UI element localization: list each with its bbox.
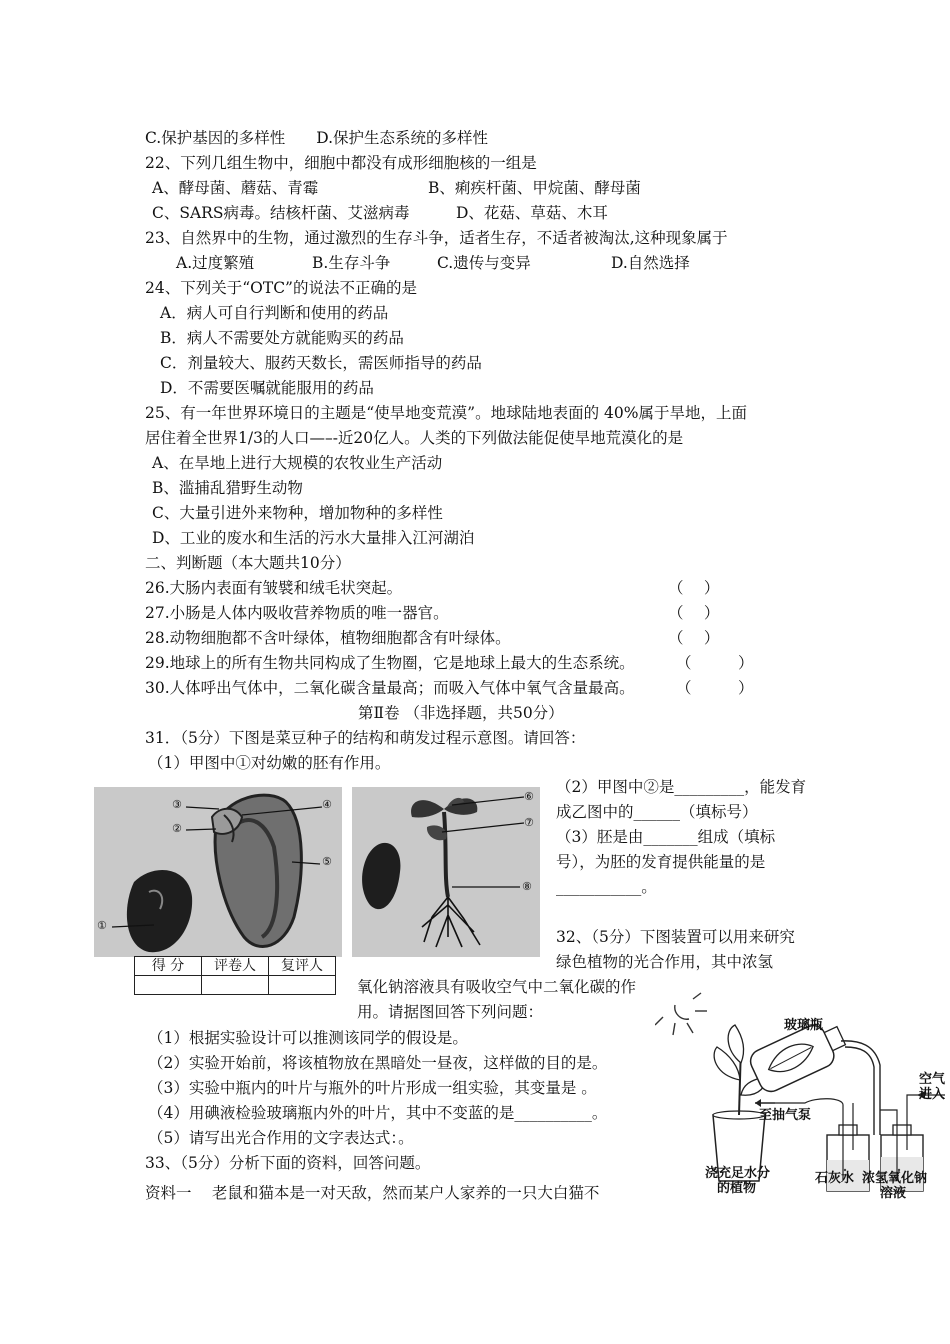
answer-paren-30: （ ） xyxy=(676,679,754,697)
seedling-label-6: ⑥ xyxy=(524,790,534,803)
question-31-3: （3）胚是由_______组成（填标号），为胚的发育提供能量的是___________。 xyxy=(556,828,776,896)
label-watered-plant-1: 浇充足水分 xyxy=(705,1166,771,1181)
seed-label-5: ⑤ xyxy=(322,855,332,868)
part-2-heading: 第Ⅱ卷 （非选择题，共50分） xyxy=(358,704,564,722)
question-29: 29.地球上的所有生物共同构成了生物圈，它是地球上最大的生态系统。 xyxy=(145,654,635,672)
question-33: 33、（5分）分析下面的资料，回答问题。 xyxy=(145,1154,431,1172)
seedling-label-7: ⑦ xyxy=(524,816,534,829)
seed-label-4: ④ xyxy=(322,798,332,811)
option-25d: D、工业的废水和生活的污水大量排入江河湖泊 xyxy=(152,529,475,547)
sun-icon xyxy=(655,993,707,1035)
reviewer-cell[interactable] xyxy=(269,976,336,995)
seedling-figure xyxy=(352,787,540,957)
label-air: 空气 xyxy=(919,1072,946,1087)
question-32-1: （1）根据实验设计可以推测该同学的假设是。 xyxy=(148,1029,468,1047)
answer-paren-29: （ ） xyxy=(676,654,754,672)
label-watered-plant-2: 的植物 xyxy=(717,1181,757,1196)
option-23a: A.过度繁殖 xyxy=(176,254,255,272)
question-26: 26.大肠内表面有皱襞和绒毛状突起。 xyxy=(145,579,403,597)
section-2-heading: 二、判断题（本大题共10分） xyxy=(145,554,351,572)
label-naoh-2: 溶液 xyxy=(880,1186,907,1201)
seed-label-1: ① xyxy=(97,919,107,932)
answer-paren-27: （ ） xyxy=(668,604,720,622)
photosynthesis-apparatus-figure xyxy=(655,985,950,1200)
score-table xyxy=(134,956,336,995)
option-25a: A、在旱地上进行大规模的农牧业生产活动 xyxy=(152,454,443,472)
option-22d: D、花菇、草菇、木耳 xyxy=(456,204,608,222)
score-header-reviewer: 复评人 xyxy=(269,957,336,976)
question-28: 28.动物细胞都不含叶绿体，植物细胞都含有叶绿体。 xyxy=(145,629,511,647)
label-naoh-1: 浓氢氧化钠 xyxy=(862,1171,928,1186)
question-25-line1: 25、有一年世界环境日的主题是“使旱地变荒漠”。地球陆地表面的 40%属于旱地，上面 xyxy=(145,404,747,422)
question-32-4: （4）用碘液检验玻璃瓶内外的叶片，其中不变蓝的是__________。 xyxy=(148,1104,608,1122)
option-24d: D．不需要医嘱就能服用的药品 xyxy=(160,379,374,397)
option-23d: D.自然选择 xyxy=(611,254,690,272)
answer-paren-26: （ ） xyxy=(668,579,720,597)
option-25b: B、滥捕乱猎野生动物 xyxy=(152,479,303,497)
question-32: 32、（5分）下图装置可以用来研究绿色植物的光合作用，其中浓氢 xyxy=(556,928,795,971)
option-line: C.保护基因的多样性 D.保护生态系统的多样性 xyxy=(145,129,489,147)
seedling-label-8: ⑧ xyxy=(522,880,532,893)
question-25-line2: 居住着全世界1/3的人口—–-近20亿人。人类的下列做法能促使旱地荒漠化的是 xyxy=(145,429,684,447)
question-23: 23、自然界中的生物，通过激烈的生存斗争，适者生存，不适者被淘汰,这种现象属于 xyxy=(145,229,728,247)
answer-paren-28: （ ） xyxy=(668,629,720,647)
score-header-score: 得 分 xyxy=(135,957,202,976)
option-22a: A、酵母菌、蘑菇、青霉 xyxy=(152,179,319,197)
question-30: 30.人体呼出气体中，二氧化碳含量最高；而吸入气体中氧气含量最高。 xyxy=(145,679,635,697)
label-lime-water: 石灰水 xyxy=(815,1171,855,1186)
option-22c: C、SARS病毒。结核杆菌、艾滋病毒 xyxy=(152,204,410,222)
question-22: 22、下列几组生物中，细胞中都没有成形细胞核的一组是 xyxy=(145,154,537,172)
question-31-1: （1）甲图中①对幼嫩的胚有作用。 xyxy=(148,754,391,772)
question-32-2: （2）实验开始前，将该植物放在黑暗处一昼夜，这样做的目的是。 xyxy=(148,1054,608,1072)
option-24b: B．病人不需要处方就能购买的药品 xyxy=(160,329,404,347)
option-25c: C、大量引进外来物种，增加物种的多样性 xyxy=(152,504,443,522)
question-32-continued: 氧化钠溶液具有吸收空气中二氧化碳的作用。请据图回答下列问题： xyxy=(357,978,637,1021)
grader-cell[interactable] xyxy=(202,976,269,995)
option-24a: A．病人可自行判断和使用的药品 xyxy=(160,304,389,322)
option-23b: B.生存斗争 xyxy=(312,254,391,272)
seed-structure-figure xyxy=(94,787,342,957)
question-31-2: （2）甲图中②是_________，能发育成乙图中的______（填标号） xyxy=(556,778,807,821)
seedling-drawing xyxy=(352,787,540,957)
question-31: 31．（5分）下图是菜豆种子的结构和萌发过程示意图。请回答： xyxy=(145,729,586,747)
option-23c: C.遗传与变异 xyxy=(437,254,531,272)
seed-structure-drawing xyxy=(94,787,342,957)
question-32-3: （3）实验中瓶内的叶片与瓶外的叶片形成一组实验，其变量是 。 xyxy=(148,1079,597,1097)
material-1: 资料一 老鼠和猫本是一对天敌，然而某户人家养的一只大白猫不 xyxy=(145,1184,600,1202)
question-27: 27.小肠是人体内吸收营养物质的唯一器官。 xyxy=(145,604,449,622)
seed-label-2: ② xyxy=(172,822,182,835)
question-32-5: （5）请写出光合作用的文字表达式：。 xyxy=(148,1129,414,1147)
score-header-grader: 评卷人 xyxy=(202,957,269,976)
question-24: 24、下列关于“OTC”的说法不正确的是 xyxy=(145,279,417,297)
label-air-in: 进入 xyxy=(919,1087,946,1102)
seed-label-3: ③ xyxy=(172,798,182,811)
score-cell[interactable] xyxy=(135,976,202,995)
label-to-pump: 至抽气泵 xyxy=(759,1108,812,1123)
label-glass-bottle: 玻璃瓶 xyxy=(784,1018,824,1033)
option-24c: C．剂量较大、服药天数长，需医师指导的药品 xyxy=(160,354,482,372)
option-22b: B、痢疾杆菌、甲烷菌、酵母菌 xyxy=(428,179,641,197)
